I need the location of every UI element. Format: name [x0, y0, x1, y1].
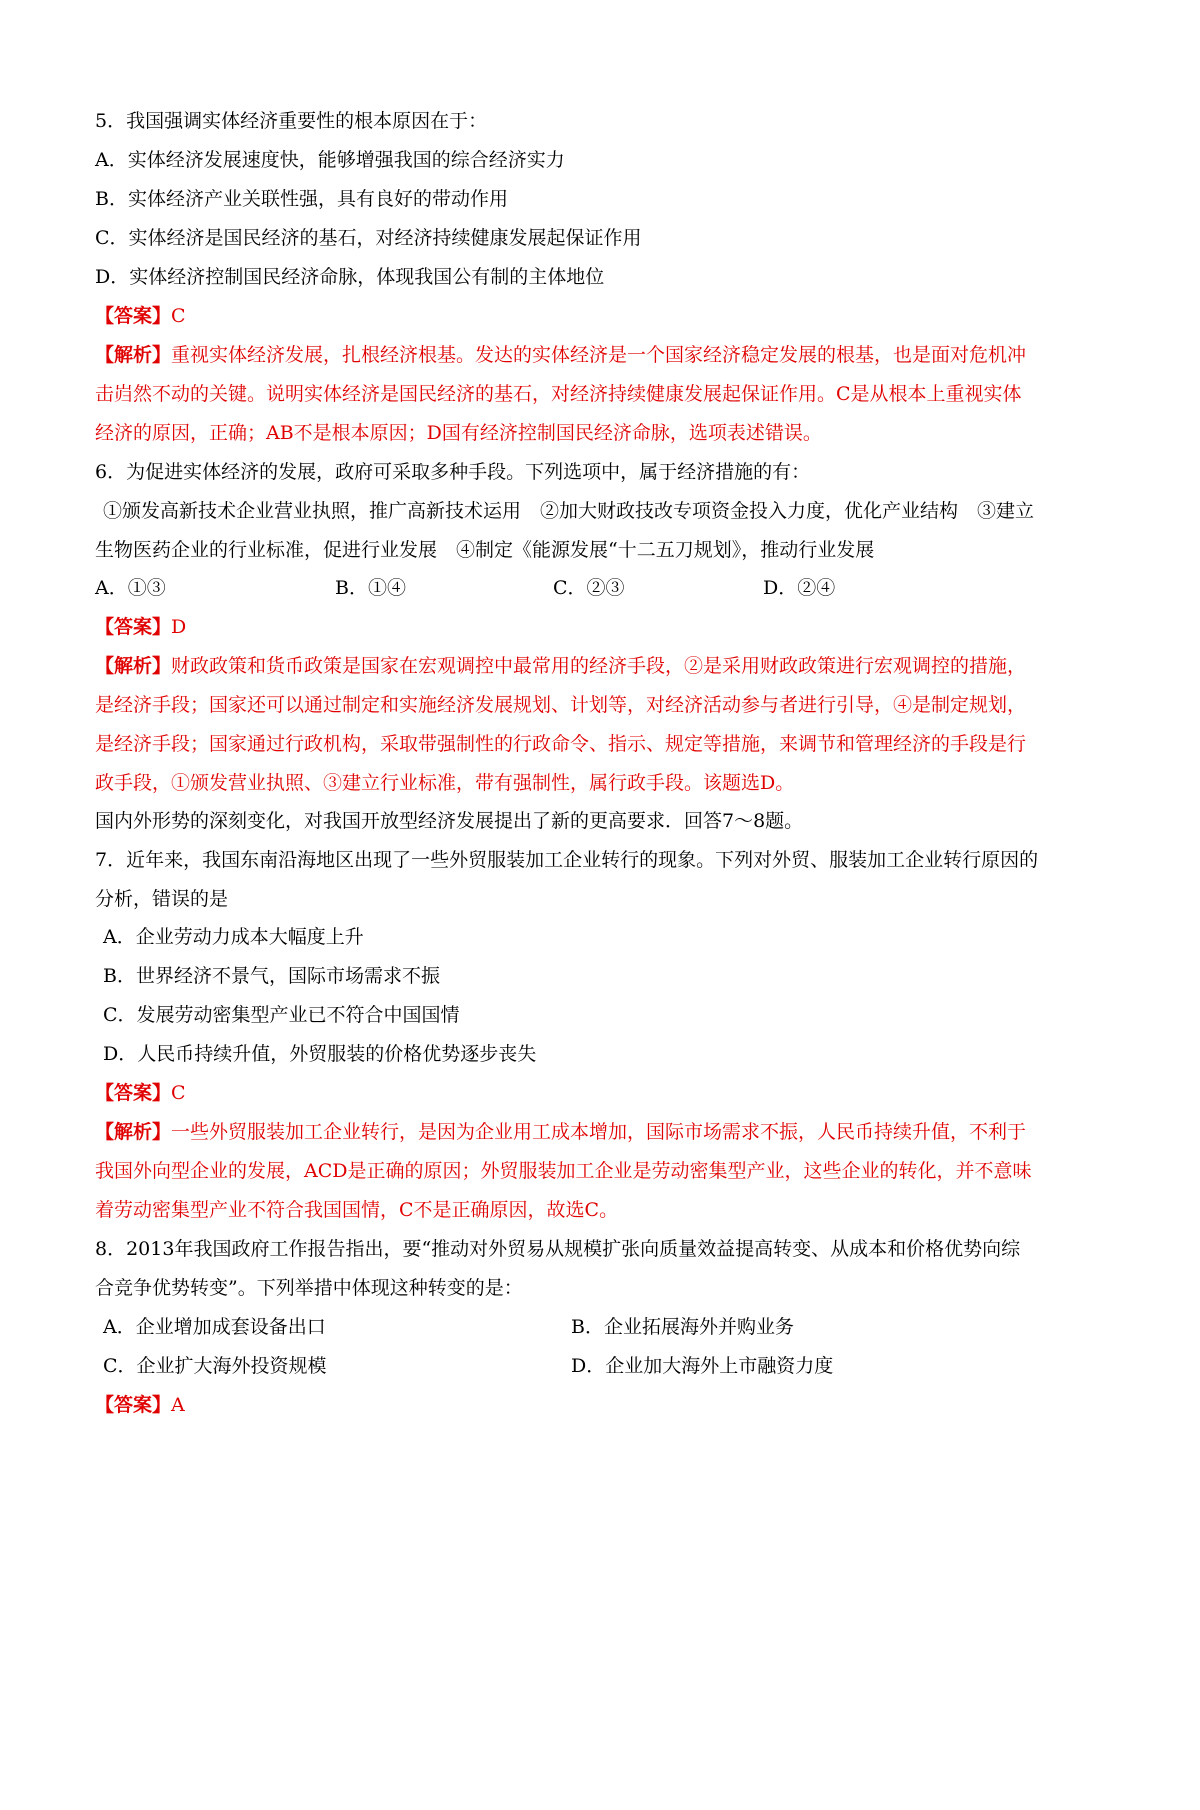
q5-answer-tag: 【答案】: [95, 305, 172, 327]
q6-analysis-line-1: [95, 653, 1140, 679]
q6-option-a: A．①③: [95, 577, 166, 599]
q7-option-c: C．发展劳动密集型产业已不符合中国国情: [103, 1004, 460, 1026]
q7-answer-value: C: [171, 1082, 186, 1104]
q7-analysis-line-3: 着劳动密集型产业不符合我国国情，C不是正确原因，故选C。: [95, 1199, 619, 1221]
q8-answer: [95, 1392, 1140, 1418]
q6-analysis-line-4: 政手段，①颁发营业执照、③建立行业标准，带有强制性，属行政手段。该题选D。: [95, 772, 795, 794]
q8-option-b: B．企业拓展海外并购业务: [571, 1316, 794, 1338]
q7-stem-line-2: 分析，错误的是: [95, 888, 229, 910]
q6-analysis-tag: 【解析】: [95, 655, 172, 677]
q8-answer-tag: 【答案】: [95, 1394, 172, 1416]
q7-analysis-text-1: 一些外贸服装加工企业转行，是因为企业用工成本增加，国际市场需求不振，人民币持续升值，不利于: [171, 1121, 1027, 1143]
q6-answer-value: D: [171, 616, 187, 638]
q5-analysis-line-3: 经济的原因，正确；AB不是根本原因；D国有经济控制国民经济命脉，选项表述错误。: [95, 422, 822, 444]
q6-analysis-line-3: 是经济手段；国家通过行政机构，采取带强制性的行政命令、指示、规定等措施，来调节和管理经济的手段是行: [95, 733, 1027, 755]
q7-analysis-line-1: [95, 1119, 1140, 1145]
q5-option-d: D．实体经济控制国民经济命脉，体现我国公有制的主体地位: [95, 266, 605, 288]
q8-stem-line-1: 8．2013年我国政府工作报告指出，要“推动对外贸易从规模扩张向质量效益提高转变、从成本和价格优势向综: [95, 1238, 1021, 1260]
q6-option-c: C．②③: [553, 577, 625, 599]
intro-7-8: 国内外形势的深刻变化，对我国开放型经济发展提出了新的更高要求．回答7～8题。: [95, 810, 804, 832]
q5-stem: 5．我国强调实体经济重要性的根本原因在于：: [95, 110, 488, 132]
q8-option-a: A．企业增加成套设备出口: [103, 1316, 326, 1338]
q6-answer: [95, 614, 1140, 640]
q7-option-d: D．人民币持续升值，外贸服装的价格优势逐步丧失: [103, 1043, 537, 1065]
q7-answer-tag: 【答案】: [95, 1082, 172, 1104]
q7-answer: [95, 1080, 1140, 1106]
q5-analysis-text-1: 重视实体经济发展，扎根经济根基。发达的实体经济是一个国家经济稳定发展的根基，也是面对危机冲: [171, 344, 1027, 366]
q6-items-line-2: 生物医药企业的行业标准，促进行业发展 ④制定《能源发展“十二五刀规划》，推动行业发展: [95, 539, 875, 561]
q5-analysis-line-1: [95, 342, 1140, 368]
q8-stem-line-2: 合竞争优势转变”。下列举措中体现这种转变的是：: [95, 1277, 523, 1299]
q7-option-a: A．企业劳动力成本大幅度上升: [103, 926, 364, 948]
q8-option-d: D．企业加大海外上市融资力度: [571, 1355, 834, 1377]
q5-option-b: B．实体经济产业关联性强，具有良好的带动作用: [95, 188, 508, 210]
q6-items-line-1: ①颁发高新技术企业营业执照，推广高新技术运用 ②加大财政技改专项资金投入力度，优化产业结构 ③建立: [103, 500, 1035, 522]
q6-stem: 6．为促进实体经济的发展，政府可采取多种手段。下列选项中，属于经济措施的有：: [95, 461, 811, 483]
q5-analysis-line-2: 击岿然不动的关键。说明实体经济是国民经济的基石，对经济持续健康发展起保证作用。C是从根本上重视实体: [95, 383, 1022, 405]
q7-analysis-line-2: 我国外向型企业的发展，ACD是正确的原因；外贸服装加工企业是劳动密集型产业，这些企业的转化，并不意味: [95, 1160, 1032, 1182]
q5-answer-value: C: [171, 305, 186, 327]
q7-analysis-tag: 【解析】: [95, 1121, 172, 1143]
q5-analysis-tag: 【解析】: [95, 344, 172, 366]
q6-option-b: B．①④: [335, 577, 406, 599]
q6-answer-tag: 【答案】: [95, 616, 172, 638]
q6-analysis-line-2: 是经济手段；国家还可以通过制定和实施经济发展规划、计划等，对经济活动参与者进行引导，④是制定规划，: [95, 694, 1027, 716]
q6-option-d: D．②④: [763, 577, 836, 599]
q5-option-c: C．实体经济是国民经济的基石，对经济持续健康发展起保证作用: [95, 227, 642, 249]
q5-option-a: A．实体经济发展速度快，能够增强我国的综合经济实力: [95, 149, 565, 171]
q6-analysis-text-1: 财政政策和货币政策是国家在宏观调控中最常用的经济手段，②是采用财政政策进行宏观调控的措施，: [171, 655, 1027, 677]
q8-answer-value: A: [171, 1394, 185, 1416]
q8-option-c: C．企业扩大海外投资规模: [103, 1355, 327, 1377]
q5-answer: [95, 303, 1140, 329]
q7-option-b: B．世界经济不景气，国际市场需求不振: [103, 965, 440, 987]
q7-stem-line-1: 7．近年来，我国东南沿海地区出现了一些外贸服装加工企业转行的现象。下列对外贸、服装加工企业转行原因的: [95, 849, 1039, 871]
